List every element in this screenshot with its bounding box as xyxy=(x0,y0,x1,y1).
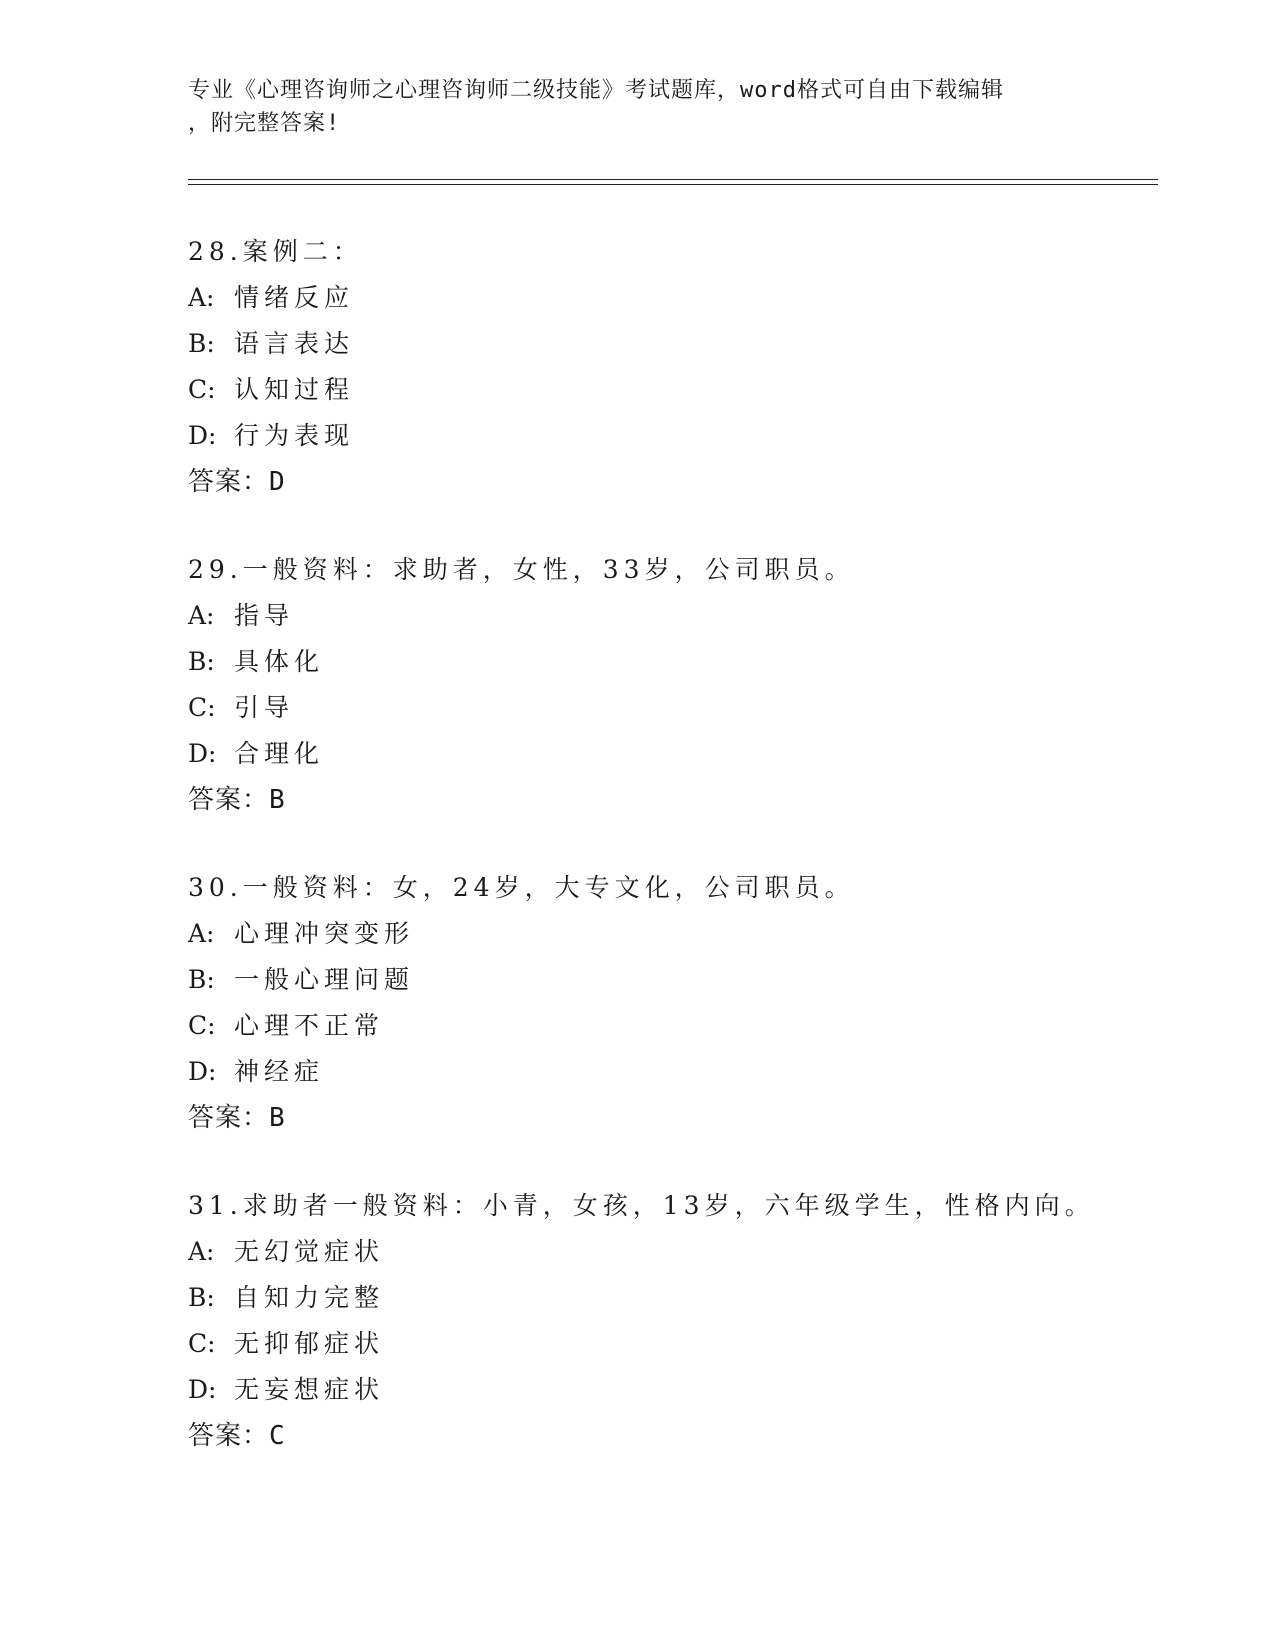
option-key: C: xyxy=(188,1329,216,1358)
question-stem: 29.一般资料：求助者，女性，33岁，公司职员。 xyxy=(188,555,855,584)
option-key: B: xyxy=(188,1283,215,1312)
option-text: 引导 xyxy=(234,693,295,722)
answer-line: 答案：C xyxy=(188,1421,286,1451)
answer-line: 答案：B xyxy=(188,1103,286,1133)
option-text: 心理冲突变形 xyxy=(234,919,415,948)
question-stem: 31.求助者一般资料：小青，女孩，13岁，六年级学生，性格内向。 xyxy=(188,1191,1095,1220)
option-key: C: xyxy=(188,375,216,404)
option-d xyxy=(188,413,1148,459)
option-key: D: xyxy=(188,739,217,768)
option-text: 自知力完整 xyxy=(234,1283,385,1312)
question-28 xyxy=(188,229,1148,505)
option-text: 合理化 xyxy=(234,739,325,768)
option-key: A: xyxy=(188,601,215,630)
option-text: 指导 xyxy=(234,601,295,630)
option-key: D: xyxy=(188,1057,217,1086)
header-line-1: 专业《心理咨询师之心理咨询师二级技能》考试题库，word格式可自由下载编辑 xyxy=(188,78,1004,103)
document-header xyxy=(188,74,1088,140)
option-d xyxy=(188,1049,1148,1095)
header-line-2: ，附完整答案! xyxy=(188,111,341,136)
option-d xyxy=(188,731,1148,777)
option-text: 情绪反应 xyxy=(234,283,355,312)
option-b xyxy=(188,1275,1148,1321)
option-text: 具体化 xyxy=(234,647,325,676)
option-text: 行为表现 xyxy=(234,421,355,450)
option-key: C: xyxy=(188,693,216,722)
answer-line: 答案：D xyxy=(188,467,286,497)
option-text: 认知过程 xyxy=(234,375,355,404)
option-text: 心理不正常 xyxy=(234,1011,385,1040)
option-key: B: xyxy=(188,965,215,994)
question-31 xyxy=(188,1183,1148,1459)
option-text: 神经症 xyxy=(234,1057,325,1086)
option-text: 无幻觉症状 xyxy=(234,1237,385,1266)
option-a xyxy=(188,1229,1148,1275)
question-stem: 28.案例二： xyxy=(188,237,363,266)
option-text: 无抑郁症状 xyxy=(234,1329,385,1358)
option-b xyxy=(188,321,1148,367)
option-key: B: xyxy=(188,329,215,358)
question-29 xyxy=(188,547,1148,823)
option-key: A: xyxy=(188,919,215,948)
option-c xyxy=(188,367,1148,413)
option-key: C: xyxy=(188,1011,216,1040)
option-a xyxy=(188,275,1148,321)
question-30 xyxy=(188,865,1148,1141)
header-divider-top xyxy=(188,179,1158,180)
option-key: D: xyxy=(188,1375,217,1404)
option-key: A: xyxy=(188,1237,215,1266)
answer-line: 答案：B xyxy=(188,785,286,815)
option-a xyxy=(188,911,1148,957)
option-key: A: xyxy=(188,283,215,312)
option-text: 语言表达 xyxy=(234,329,355,358)
option-b xyxy=(188,639,1148,685)
header-divider-bottom xyxy=(188,184,1158,185)
option-text: 一般心理问题 xyxy=(234,965,415,994)
option-d xyxy=(188,1367,1148,1413)
option-c xyxy=(188,1321,1148,1367)
option-c xyxy=(188,1003,1148,1049)
option-text: 无妄想症状 xyxy=(234,1375,385,1404)
option-key: D: xyxy=(188,421,217,450)
option-c xyxy=(188,685,1148,731)
option-a xyxy=(188,593,1148,639)
option-key: B: xyxy=(188,647,215,676)
question-stem: 30.一般资料：女，24岁，大专文化，公司职员。 xyxy=(188,873,855,902)
option-b xyxy=(188,957,1148,1003)
